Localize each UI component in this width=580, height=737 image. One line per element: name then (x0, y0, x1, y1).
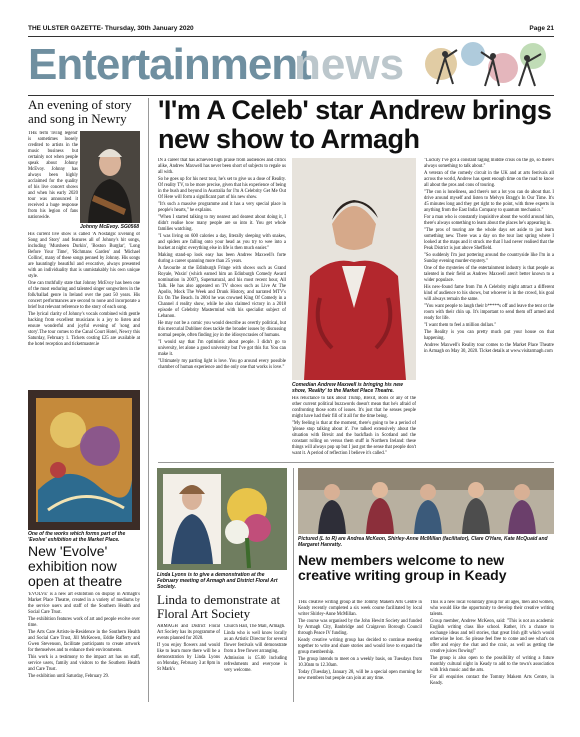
writing-group-caption: Pictured (L to R) are Andrea McKeon, Shirley-Anne McMillan (facilitator), Clare O'Hare, Kate McQuaid and Margaret Hanratty. (298, 536, 548, 548)
celeb-paragraph: "I was living on 600 calories a day, literally sleeping with snakes, and spiders are falling onto your head as you try to wee into a bucket at night: everything else in life is then much easier." (158, 234, 286, 251)
celeb-paragraph: "So suddenly I'm just pottering around the countryside like I'm in a Sunday evening murder-mystery." (424, 253, 554, 264)
celeb-paragraph: "I would say that I'm optimistic about people. I didn't go to university, let alone a good university but I've got this fur. You can make it. (158, 340, 286, 357)
evolve-headline: New 'Evolve' exhibition now open at theatre (28, 543, 123, 589)
writing-group-image (298, 468, 554, 534)
andrew-maxwell-image (292, 158, 416, 380)
johnny-mcevoy-photo (80, 131, 140, 223)
celeb-paragraph: "The con is loneliness, and there's not a lot you can do about that. I drive around myself and listen to Melvyn Bragg's In Our Time. It's 45 minutes long and they get right to the point, with three experts in anything from the East India Company to quantum mechanics." (424, 190, 554, 213)
celeb-paragraph: So he goes up for his next tour, he's set to give us a dose of Reality. Of reality TV, to be more precise, given that his experience of being in the bush and beyond in Australia for I'm A Celebrity Get Me Out Of Here will form a significant part of his new show. (158, 177, 286, 200)
column-divider (293, 468, 294, 702)
column-divider (148, 98, 149, 702)
linda-lyons-photo (157, 468, 287, 570)
celeb-paragraph: "When I started talking to my nearest and dearest about doing it, I didn't realise how many people are so into it. You get whole families watching. (158, 215, 286, 232)
writers-paragraph: Keady creative writing group has decided to continue meeting together to write and share stories and would love to expand the group membership. (298, 638, 422, 655)
writers-paragraph: Group member, Andrew McKeon, said: "This is not an academic English writing class like school. Rather, it's a chance to exchange ideas and tell stories, that great Irish gift which would otherwise be lost. So please feel free to come and see what's on offer and enjoy the chat and the craic, as well as getting the creative juices flowing!" (430, 619, 554, 654)
celeb-paragraph: "My feeling is that at the moment, there's going to be a period of 'please stop talking about it'. I've talked extensively about the situation with Brexit and the backflash in Scotland and the constant rolling on versus them stuff in Northern Ireland: these things will always pop up but I just got the sense that people don't want it. A period of reflection I believe it's called." (292, 421, 416, 456)
header-rule (28, 36, 554, 37)
writers-paragraph: The group is also open to the possibility of writing a future monthly cultural night in Keady to add to the town's association with Irish music and the arts. (430, 656, 554, 673)
celeb-paragraph: "It's such a massive programme and it has a very special place in people's hearts," he explains. (158, 202, 286, 213)
linda-paragraph: ARMAGH and District Floral Art Society has its programme of events planned for 2020. (157, 624, 220, 641)
linda-column-2 (224, 624, 287, 702)
writers-paragraph: This is a new local voluntary group for all ages, men and women, who would like the opportunity to develop their creative writing talents. (430, 600, 554, 617)
evening-paragraph: The lyrical clarity of Johnny's vocals combined with gentle backing from excellent musicians is a joy to listen and ensure wonderful and joyful evening of 'song and story'.The tour comes to the Canal Court Hotel, Newry this Saturday, February 1. Tickets costing £25 are available at the hotel reception and ticketmaster.ie (28, 312, 140, 347)
linda-paragraph: Linda who is well know locally as an Artistic Director for several flower festivals will demonstrate from a free flower arranging. (224, 631, 287, 654)
celeb-paragraph: His new-found fame from I'm A Celebrity might attract a different kind of audience to his shows, but whoever is in the crowd, his goal will always remain the same. (424, 285, 554, 302)
evolve-artwork-photo (28, 390, 140, 530)
writers-column-1 (298, 600, 422, 702)
celeb-column-3 (424, 158, 554, 456)
section-rule (158, 462, 554, 463)
writers-paragraph: Today (Tuesday), January 28, will be a special open morning for new members but people can join at any time. (298, 670, 422, 681)
celeb-paragraph: One of the mysteries of the entertainment industry is that people as talented in their field as Andrew Maxwell aren't better known to a wider populace. (424, 266, 554, 283)
masthead-entertainment: Entertainment (28, 40, 311, 89)
celeb-column-1 (158, 158, 286, 456)
celeb-paragraph: For a man who is constantly inquisitive about the world around him, there's always something to learn about the places he's appearing in. (424, 215, 554, 226)
evening-body-column (28, 232, 140, 388)
evening-paragraph: THE term 'living legend' is sometimes loosely credited to artists in the music business but certainly not when people speak about Johnny McEvoy. Johnny has always been highly acclaimed for the quality of his live concert shows and when his early 2020 tour was announced it received a huge response from his legion of fans nationwide. (28, 131, 78, 220)
celeb-paragraph: "Ultimately my parting light is love. You go around every possible chamber of human experience and the only one that works is love." (158, 359, 286, 370)
header-paper-date: THE ULSTER GAZETTE- Thursday, 30th January 2020 (28, 25, 194, 32)
celeb-paragraph: "Luckily I've got a constant raging middle crisis on the go, so there's always something to talk about." (424, 158, 554, 169)
evening-intro-column (28, 131, 78, 231)
evolve-paragraph: The exhibition features work of art and people evolve over time. (28, 617, 140, 628)
celeb-paragraph: "I want them to feel a million dollars." (424, 323, 497, 328)
celeb-paragraph: IN a career that has achieved high praise from audiences and critics alike, Andrew Maxwell has never been short of subjects to regale us all with. (158, 158, 286, 175)
evening-paragraph: One can truthfully state that Johnny McEvoy has been one of the most enduring and talented singer songwriters in the folk/ballad genre in Ireland over the past 50 years. His concert performances are second to none and incorporate a brief but relevant reference to the story of each song. (28, 281, 140, 310)
writers-paragraph: The course was organised by the John Hewitt Society and funded by Armagh City, Banbridge and Craigavon Borough Council through Peace IV funding. (298, 619, 422, 636)
evolve-paragraph: The exhibition until Saturday, February 29. (28, 674, 110, 679)
celeb-paragraph: He may not be a comic you would describe as overtly political, but this mercurial Dubliner does tackle the broader issues by discussing normal people, often finding joy in the idiosyncrasies of humans. (158, 321, 286, 338)
evolve-paragraph: This work is a testimony to the impact art has on staff, service users, family and visitors to the Southern Health and Care Trust. (28, 655, 140, 672)
celeb-headline: 'I'm A Celeb' star Andrew brings new show to Armagh (158, 95, 552, 154)
evolve-artwork-image (28, 390, 140, 530)
andrew-photo-caption: Comedian Andrew Maxwell is bringing his new show, 'Reality' to the Market Place Theatre. (292, 382, 403, 394)
celeb-paragraph: A favourite at the Edinburgh Fringe with shows such as Grand Royale, Waxin' (which earned him an Edinburgh Comedy Award nomination in 2007), Supernatural, and his most recent hour, All Talk. He has also appeared on TV shows such as Live At The Apollo, Mock The Week and Drunk History, and narrated MTV's Ex On The Beach. In 2004 he was crowned King Of Comedy in a Channel 4 reality show, while he also claimed victory in a 2018 episode of Celebrity Mastermind with his specialist subject of Lebanon. (158, 266, 286, 319)
writers-paragraph: The group intends to meet on a weekly basis, on Tuesdays from 10.30am to 12.30am. (298, 657, 422, 668)
evening-paragraph: His current live show is called 'A Nostalgic Evening of Song and Story' and features all of Johnny's hit songs, including 'Mursheen Durkin', 'Boston Burglar', 'Long Before Your Time', 'Richmans Garden' and 'Michael Collins', many of these songs penned by Johnny. His songs are hauntingly beautiful and evocative, always presented with an individuality that is unmistakably his own unique style. (28, 232, 140, 279)
celeb-paragraph: Andrew Maxwell's Reality tour comes to the Market Place Theatre in Armagh on May 30, 2020. Ticket details at www.visitarmagh.com (424, 343, 554, 354)
writers-paragraph: THE creative writing group at the Tommy Makem Arts Centre in Keady recently completed a six week course facilitated by local writer Shirley-Anne McMillan. (298, 600, 422, 617)
evolve-body-column (28, 592, 140, 702)
writers-column-2 (430, 600, 554, 702)
evening-headline: An evening of story and song in Newry (28, 97, 132, 126)
linda-paragraph: If you enjoy flowers and would like to learn more there will be a demonstration by Linda Lyons on Monday, February 3 at 8pm in St Mark's (157, 643, 220, 672)
linda-column-1 (157, 624, 220, 702)
celeb-paragraph: "The pros of touring are the whole days set aside to just learn something new. There was a day on the tour last spring where I looked at the maps and it struck me that I had never realised that the Peak District is just above Sheffield. (424, 228, 554, 251)
writers-headline: New members welcome to new creative writing group in Keady (298, 552, 507, 583)
masthead (28, 38, 554, 94)
linda-headline: Linda to demonstrate at Floral Art Society (157, 592, 281, 621)
evolve-paragraph: 'EVOLVE' is a new art exhibition on display in Armagh's Market Place Theatre, created in a variety of mediums by the service users and staff of the Southern Health and Social Care Trust. (28, 592, 140, 615)
evolve-paragraph: The Arts Care Artists-in-Residence in the Southern Health and Social Care Trust, Jill McKeown, Eddie Rafferty and Gwen Stevenson, facilitate participants to create artwork for themselves and to enhance their environments. (28, 630, 140, 653)
linda-paragraph: Admission is £5.00 including refreshments and everyone is very welcome. (224, 656, 287, 673)
andrew-maxwell-photo (292, 158, 416, 380)
writers-paragraph: For all enquiries contact the Tommy Makem Arts Centre, in Keady. (430, 675, 554, 686)
masthead-dancers-graphic (423, 38, 554, 94)
linda-paragraph: Church Hall, The Mall, Armagh. (224, 624, 286, 629)
celeb-paragraph: A veteran of the comedy circuit in the UK and at arts festivals all across the world, Andrew has spent enough time on the road to know all about the pros and cons of touring. (424, 171, 554, 188)
writing-group-photo (298, 468, 554, 534)
johnny-mcevoy-image (80, 131, 140, 223)
celeb-column-2 (292, 396, 416, 458)
linda-photo-caption: Linda Lyons is to give a demonstration at the February meeting of Armagh and District Floral Art Society. (157, 572, 278, 590)
masthead-news: news (294, 40, 405, 89)
linda-lyons-image (157, 468, 287, 570)
celeb-paragraph: The Reality is you can pretty much put your house on that happening. (424, 330, 554, 341)
celeb-paragraph: His reluctance to talk about Trump, Brexit, Boris or any of the other current political buzzwords doesn't mean that he's afraid of confronting those sorts of issues. It's just that he senses people might have had their fill of it all for the time being. (292, 396, 416, 419)
johnny-photo-caption: Johnny McEvoy. SG0568 (80, 224, 140, 230)
celeb-paragraph: Making stand-up look easy has been Andrew Maxwell's forte during a career spanning more than 25 years. (158, 253, 286, 264)
evolve-photo-caption: One of the works which forms part of the 'Evolve' exhibition at the Market Place. (28, 531, 126, 543)
celeb-paragraph: "You want people to laugh their b*****s off and leave the tent or the room with their chin up. It's important to send them off armed and ready for life. (424, 304, 554, 321)
header-page-number: Page 21 (529, 25, 554, 32)
page-header (28, 24, 554, 36)
